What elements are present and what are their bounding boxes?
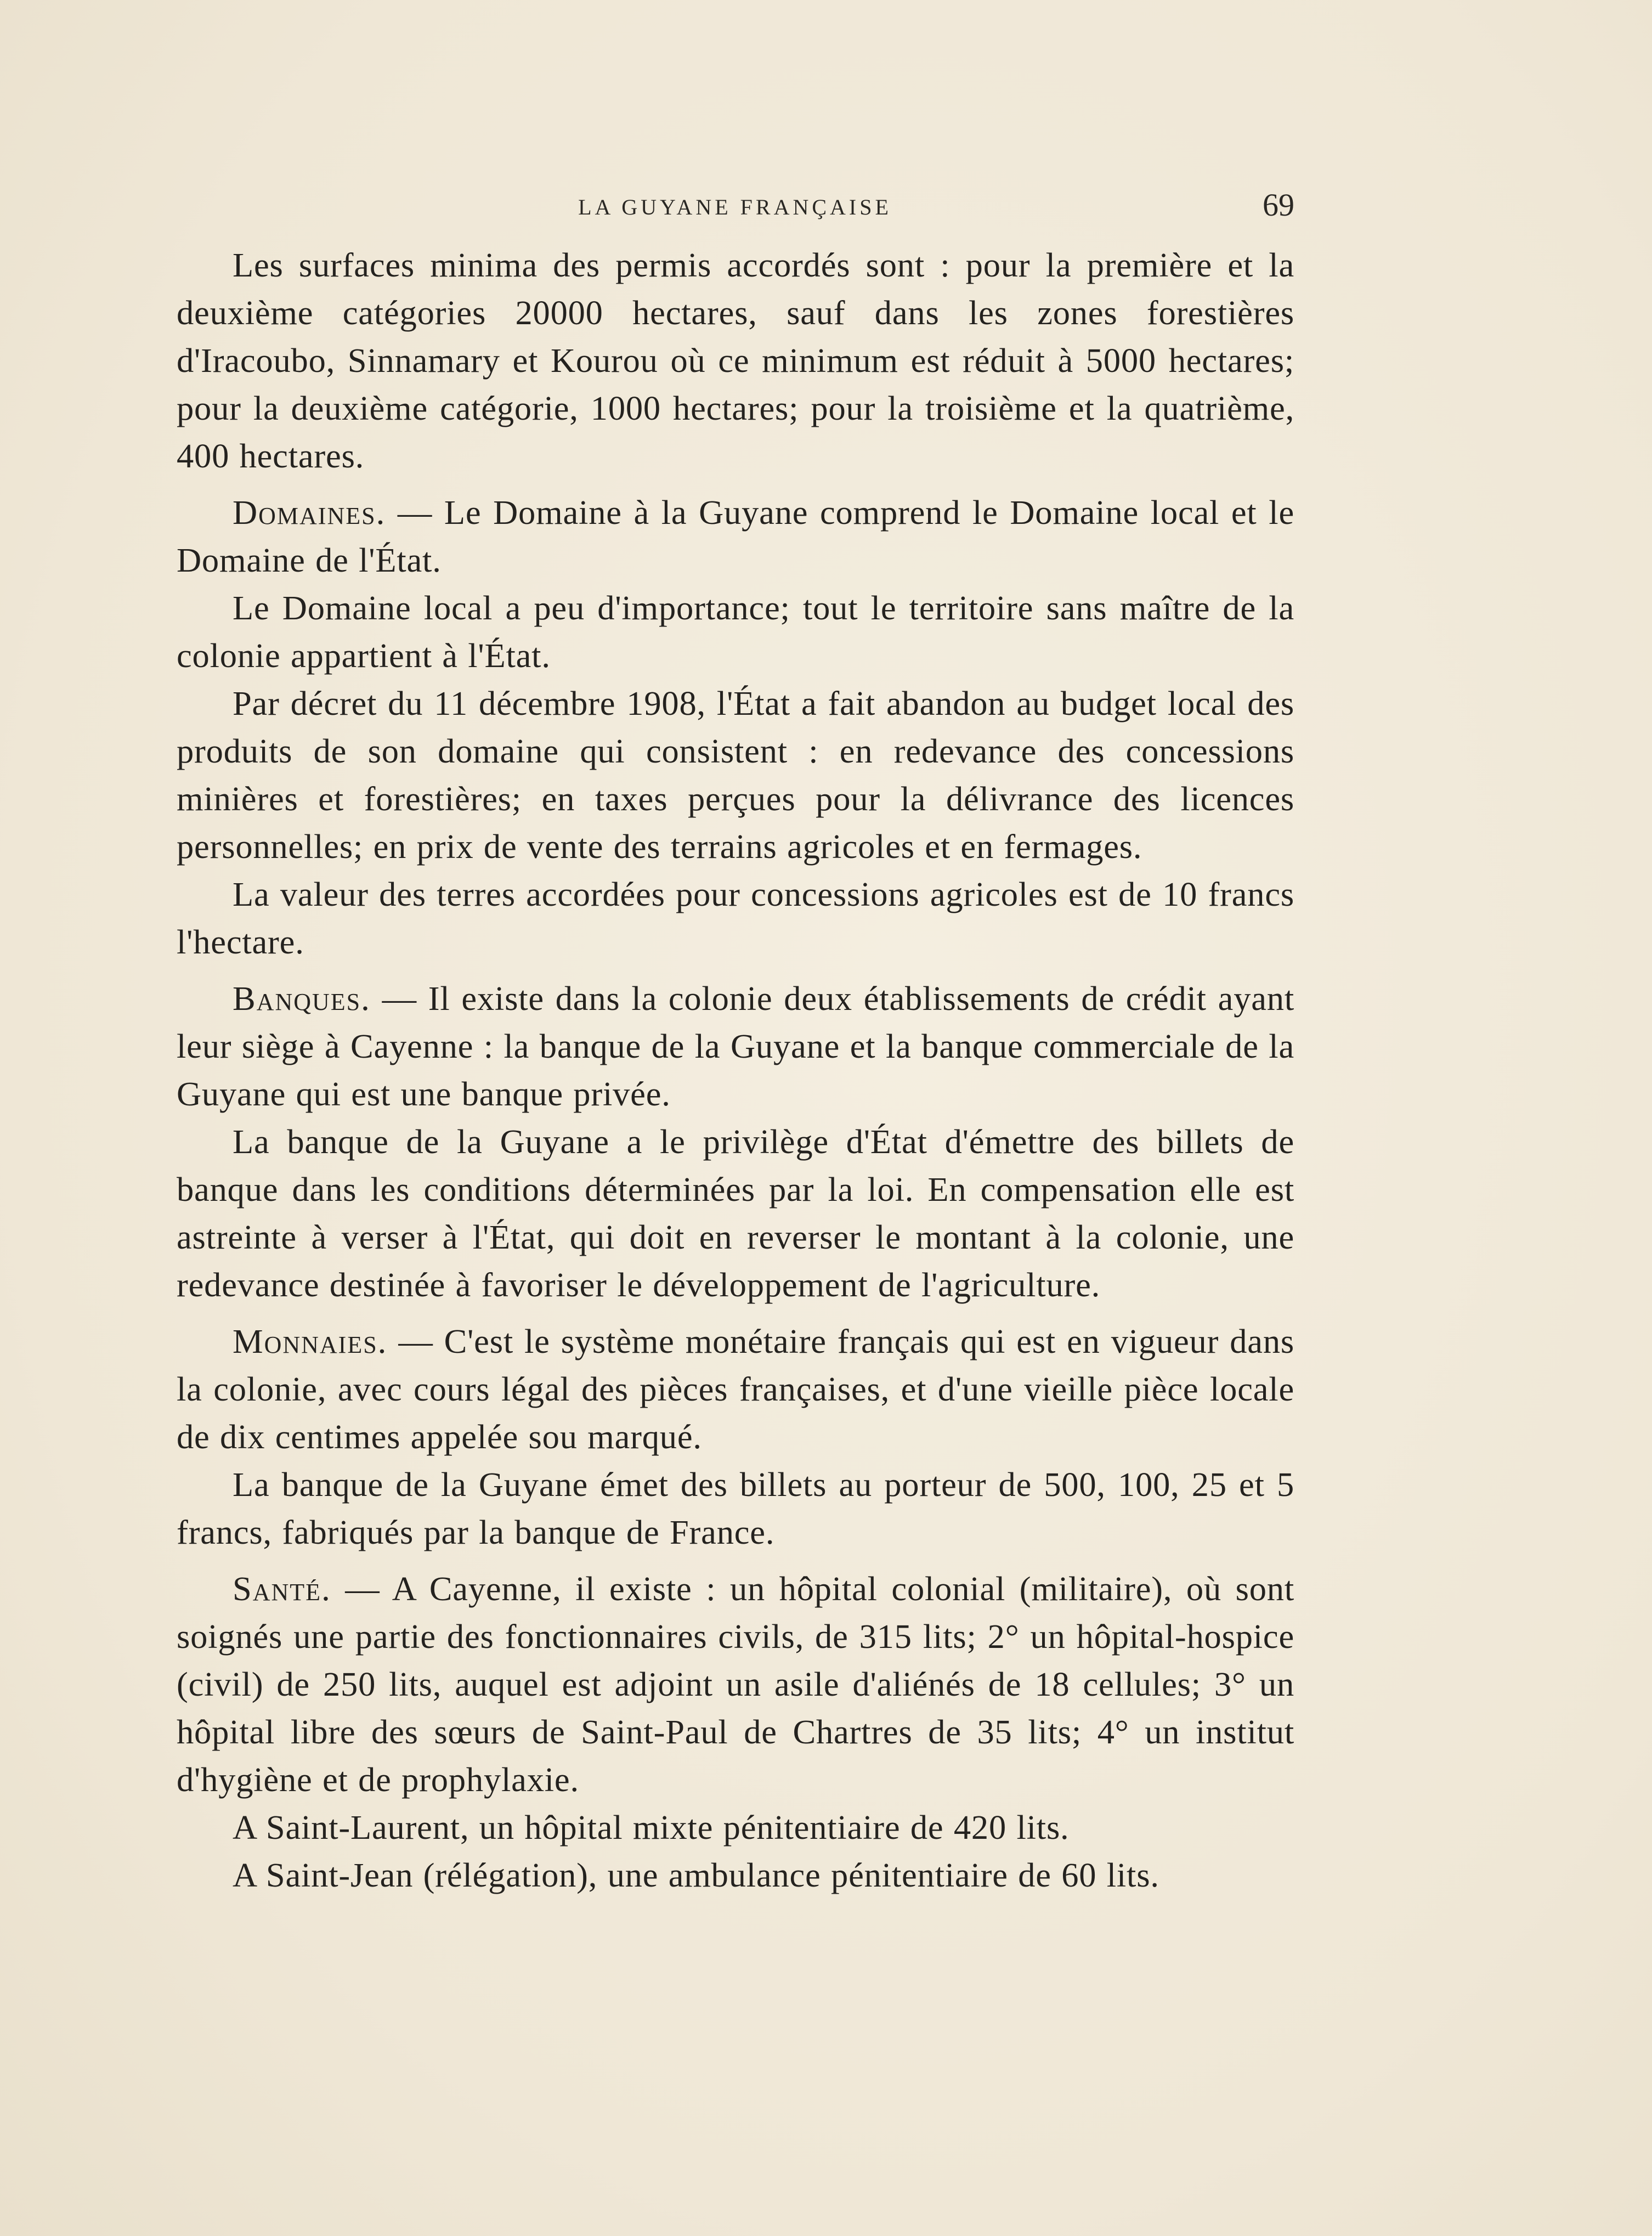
running-title: LA GUYANE FRANÇAISE — [578, 195, 892, 219]
body-text — [177, 241, 1294, 1899]
paragraph-text: A Saint-Laurent, un hôpital mixte pénitentiaire de 420 lits. — [233, 1808, 1070, 1847]
section-heading-monnaies: Monnaies. — [233, 1322, 388, 1360]
section-heading-sante: Santé. — [233, 1569, 331, 1608]
paragraph-billets — [177, 1461, 1294, 1556]
paragraph-saint-jean — [177, 1851, 1294, 1899]
paragraph-domaine-local — [177, 584, 1294, 680]
section-heading-domaines: Domaines. — [233, 493, 386, 532]
paragraph-text: A Saint-Jean (rélégation), une ambulance pénitentiaire de 60 lits. — [233, 1856, 1159, 1894]
paragraph-decret — [177, 680, 1294, 871]
paragraph-text: — Il existe dans la colonie deux établissements de crédit ayant leur siège à Cayenne : la banque de la Guyane et la banque commerciale de la Guyane qui est une banque privée. — [177, 979, 1294, 1113]
paragraph-saint-laurent — [177, 1804, 1294, 1851]
page-number: 69 — [1263, 187, 1294, 223]
paragraph-banques — [177, 975, 1294, 1118]
page-header — [176, 187, 1294, 230]
paragraph-text: — Le Domaine à la Guyane comprend le Domaine local et le Domaine de l'État. — [177, 493, 1294, 579]
paragraph-text: La banque de la Guyane émet des billets au porteur de 500, 100, 25 et 5 francs, fabriqués par la banque de France. — [177, 1465, 1294, 1551]
paragraph-surfaces — [177, 241, 1294, 480]
paragraph-valeur-terres — [177, 871, 1294, 966]
section-heading-banques: Banques. — [233, 979, 371, 1018]
paragraph-text: La valeur des terres accordées pour concessions agricoles est de 10 francs l'hectare. — [177, 875, 1294, 961]
paragraph-text: — C'est le système monétaire français qui est en vigueur dans la colonie, avec cours légal des pièces françaises, et d'une vieille pièce locale de dix centimes appelée sou marqué. — [177, 1322, 1294, 1456]
paragraph-text: La banque de la Guyane a le privilège d'État d'émettre des billets de banque dans les conditions déterminées par la loi. En compensation elle est astreinte à verser à l'État, qui doit en reverser le montant à la colonie, une redevance destinée à favoriser le développement de l'agriculture. — [177, 1122, 1294, 1304]
paragraph-banque-privilege — [177, 1118, 1294, 1309]
paragraph-text: Le Domaine local a peu d'importance; tout le territoire sans maître de la colonie appartient à l'État. — [177, 589, 1294, 675]
paragraph-domaines — [177, 489, 1294, 584]
paragraph-monnaies — [177, 1318, 1294, 1461]
paragraph-text: Par décret du 11 décembre 1908, l'État a fait abandon au budget local des produits de son domaine qui consistent : en redevance des concessions minières et forestières; en taxes perçues pour la délivrance des licences personnelles; en prix de vente des terrains agricoles et en fermages. — [177, 684, 1294, 866]
paragraph-text: Les surfaces minima des permis accordés sont : pour la première et la deuxième catégories 20000 hectares, sauf dans les zones forestières d'Iracoubo, Sinnamary et Kourou où ce minimum est réduit à 5000 hectares; pour la deuxième catégorie, 1000 hectares; pour la troisième et la quatrième, 400 hectares. — [177, 246, 1294, 475]
paragraph-sante — [177, 1565, 1294, 1804]
paragraph-text: — A Cayenne, il existe : un hôpital colonial (militaire), où sont soignés une partie des fonctionnaires civils, de 315 lits; 2° un hôpital-hospice (civil) de 250 lits, auquel est adjoint un asile d'aliénés de 18 cellules; 3° un hôpital libre des sœurs de Saint-Paul de Chartres de 35 lits; 4° un institut d'hygiène et de prophylaxie. — [177, 1569, 1294, 1799]
